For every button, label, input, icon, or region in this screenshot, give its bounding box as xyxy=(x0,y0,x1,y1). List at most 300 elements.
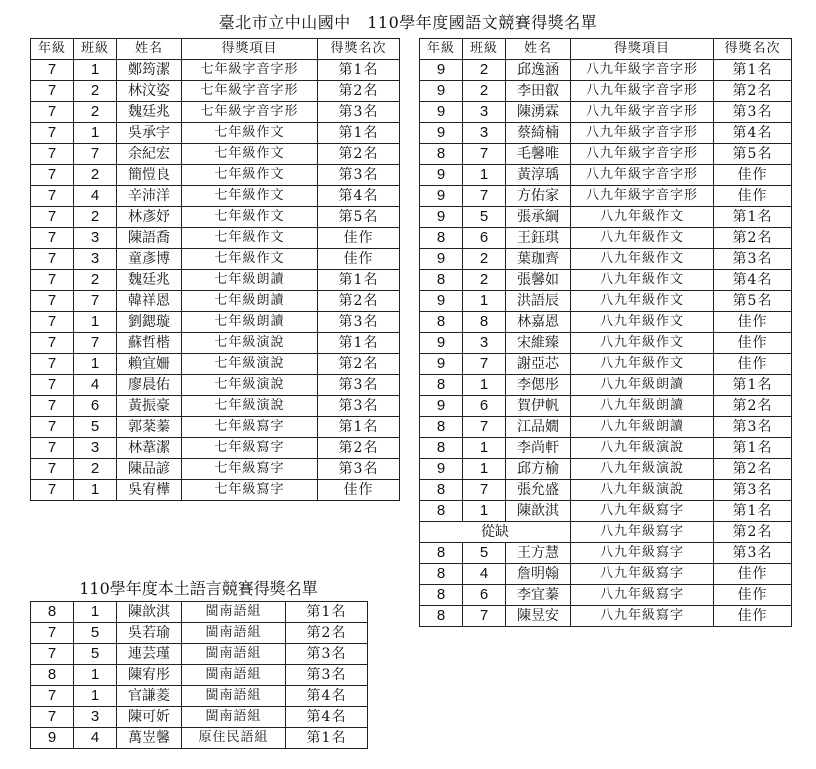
grade-cell: 7 xyxy=(31,480,74,501)
table-row xyxy=(31,249,400,270)
name-cell: 邱方榆 xyxy=(506,459,571,480)
class-cell: 3 xyxy=(463,102,506,123)
name-cell: 王鈺琪 xyxy=(506,228,571,249)
table-body xyxy=(420,543,792,627)
grade-cell: 7 xyxy=(31,81,74,102)
class-cell: 1 xyxy=(74,123,117,144)
item-cell: 八九年級字音字形 xyxy=(571,123,714,144)
table-row xyxy=(31,123,400,144)
name-cell: 林嘉恩 xyxy=(506,312,571,333)
grade-cell: 8 xyxy=(420,606,463,627)
grade-cell: 7 xyxy=(31,623,74,644)
table-row xyxy=(420,438,792,459)
rank-cell: 第2名 xyxy=(318,354,400,375)
class-cell: 6 xyxy=(463,228,506,249)
name-cell: 韓祥恩 xyxy=(117,291,182,312)
item-cell: 七年級演說 xyxy=(182,375,318,396)
name-cell: 陳歆淇 xyxy=(117,602,182,623)
name-cell: 林汶姿 xyxy=(117,81,182,102)
grade-cell: 9 xyxy=(420,396,463,417)
name-cell: 黃振豪 xyxy=(117,396,182,417)
item-cell: 七年級字音字形 xyxy=(182,81,318,102)
item-cell: 閩南語組 xyxy=(182,665,286,686)
table-row xyxy=(420,60,792,81)
table-row xyxy=(420,81,792,102)
rank-cell: 第2名 xyxy=(714,228,792,249)
item-cell: 八九年級寫字 xyxy=(571,606,714,627)
table-row xyxy=(31,333,400,354)
class-cell: 4 xyxy=(463,564,506,585)
rank-cell: 第5名 xyxy=(318,207,400,228)
rank-cell: 第4名 xyxy=(286,686,368,707)
table-body xyxy=(420,60,792,522)
item-cell: 八九年級寫字 xyxy=(571,564,714,585)
grade-cell: 7 xyxy=(31,707,74,728)
table-row xyxy=(31,375,400,396)
rank-cell: 佳作 xyxy=(714,606,792,627)
name-cell: 官謙菱 xyxy=(117,686,182,707)
table-row xyxy=(420,501,792,522)
name-cell: 林葦潔 xyxy=(117,438,182,459)
rank-cell: 第3名 xyxy=(318,165,400,186)
table-row xyxy=(420,312,792,333)
table-row xyxy=(31,396,400,417)
class-cell: 3 xyxy=(463,123,506,144)
grade-cell: 7 xyxy=(31,102,74,123)
rank-cell: 第3名 xyxy=(714,249,792,270)
rank-cell: 佳作 xyxy=(714,585,792,606)
rank-cell: 第3名 xyxy=(318,312,400,333)
grade-cell: 7 xyxy=(31,123,74,144)
grade-cell: 7 xyxy=(31,686,74,707)
rank-cell: 第1名 xyxy=(318,333,400,354)
rank-cell: 第1名 xyxy=(286,728,368,749)
grade-cell: 8 xyxy=(420,144,463,165)
name-cell: 萬岦馨 xyxy=(117,728,182,749)
class-cell: 2 xyxy=(74,102,117,123)
name-cell: 林彥妤 xyxy=(117,207,182,228)
grade-cell: 7 xyxy=(31,333,74,354)
table-row xyxy=(420,102,792,123)
class-cell: 5 xyxy=(74,644,117,665)
name-cell: 洪語辰 xyxy=(506,291,571,312)
name-cell: 簡愷良 xyxy=(117,165,182,186)
header-row xyxy=(420,39,792,60)
class-cell: 7 xyxy=(74,144,117,165)
table-row xyxy=(420,291,792,312)
class-cell: 1 xyxy=(463,375,506,396)
rank-cell: 第3名 xyxy=(714,543,792,564)
item-cell: 閩南語組 xyxy=(182,623,286,644)
grade-cell: 7 xyxy=(31,312,74,333)
rank-cell: 第3名 xyxy=(714,102,792,123)
grade-cell: 7 xyxy=(31,644,74,665)
grade-cell: 7 xyxy=(31,375,74,396)
item-cell: 閩南語組 xyxy=(182,602,286,623)
item-cell: 七年級寫字 xyxy=(182,480,318,501)
grade-cell: 7 xyxy=(31,60,74,81)
table-row xyxy=(420,606,792,627)
name-cell: 李田叡 xyxy=(506,81,571,102)
item-cell: 七年級演說 xyxy=(182,354,318,375)
item-cell: 七年級寫字 xyxy=(182,459,318,480)
table-row xyxy=(31,270,400,291)
rank-cell: 第3名 xyxy=(286,665,368,686)
name-cell: 童彥博 xyxy=(117,249,182,270)
rank-cell: 第1名 xyxy=(318,123,400,144)
name-cell: 王方慧 xyxy=(506,543,571,564)
vacancy-section xyxy=(420,522,792,543)
grade-cell: 8 xyxy=(420,438,463,459)
class-cell: 4 xyxy=(74,728,117,749)
item-cell: 八九年級作文 xyxy=(571,249,714,270)
name-cell: 辛沛洋 xyxy=(117,186,182,207)
class-cell: 7 xyxy=(74,333,117,354)
name-cell: 陳歆淇 xyxy=(506,501,571,522)
grade-cell: 8 xyxy=(420,375,463,396)
class-cell: 3 xyxy=(74,228,117,249)
name-cell: 葉珈齊 xyxy=(506,249,571,270)
item-cell: 七年級作文 xyxy=(182,165,318,186)
item-cell: 七年級作文 xyxy=(182,249,318,270)
name-cell: 謝亞芯 xyxy=(506,354,571,375)
item-cell: 八九年級作文 xyxy=(571,207,714,228)
name-cell: 方佑家 xyxy=(506,186,571,207)
dialect-contest-table xyxy=(30,601,368,749)
table-row xyxy=(31,602,368,623)
item-cell: 七年級作文 xyxy=(182,228,318,249)
table-row xyxy=(31,312,400,333)
class-cell: 2 xyxy=(74,270,117,291)
name-cell: 陳可妡 xyxy=(117,707,182,728)
name-cell: 廖晨佑 xyxy=(117,375,182,396)
rank-cell: 第2名 xyxy=(714,459,792,480)
rank-header: 得獎名次 xyxy=(714,39,792,60)
item-cell: 閩南語組 xyxy=(182,707,286,728)
item-cell: 八九年級字音字形 xyxy=(571,165,714,186)
class-cell: 2 xyxy=(74,165,117,186)
table-row xyxy=(31,480,400,501)
class-cell: 1 xyxy=(74,480,117,501)
grade-cell: 7 xyxy=(31,249,74,270)
class-cell: 1 xyxy=(74,665,117,686)
class-cell: 2 xyxy=(74,459,117,480)
name-cell: 蔡綺楠 xyxy=(506,123,571,144)
class-cell: 1 xyxy=(74,60,117,81)
table-row xyxy=(31,186,400,207)
table-row xyxy=(31,644,368,665)
name-cell: 賴宜姍 xyxy=(117,354,182,375)
item-cell: 八九年級字音字形 xyxy=(571,102,714,123)
item-cell: 八九年級演說 xyxy=(571,438,714,459)
header-row xyxy=(31,39,400,60)
item-header: 得獎項目 xyxy=(182,39,318,60)
class-cell: 6 xyxy=(463,585,506,606)
class-cell: 1 xyxy=(74,602,117,623)
rank-cell: 第1名 xyxy=(714,207,792,228)
class-cell: 7 xyxy=(74,291,117,312)
table-row xyxy=(31,291,400,312)
class-cell: 5 xyxy=(463,543,506,564)
table-row xyxy=(420,585,792,606)
item-cell: 八九年級作文 xyxy=(571,228,714,249)
grade-cell: 7 xyxy=(31,396,74,417)
table-row xyxy=(31,623,368,644)
table-row xyxy=(420,270,792,291)
class-cell: 6 xyxy=(463,396,506,417)
grade-cell: 8 xyxy=(420,270,463,291)
grade-cell: 8 xyxy=(420,501,463,522)
grade-cell: 8 xyxy=(420,585,463,606)
grade-cell: 7 xyxy=(31,144,74,165)
rank-cell: 第2名 xyxy=(286,623,368,644)
page-title: 臺北市立中山國中 110學年度國語文競賽得獎名單 xyxy=(218,13,598,32)
table-row xyxy=(420,123,792,144)
grade-cell: 8 xyxy=(31,665,74,686)
rank-cell: 佳作 xyxy=(714,312,792,333)
table-row xyxy=(420,186,792,207)
name-cell: 陳語喬 xyxy=(117,228,182,249)
class-cell: 1 xyxy=(74,354,117,375)
table-row xyxy=(31,417,400,438)
name-cell: 陳昱安 xyxy=(506,606,571,627)
item-cell: 七年級作文 xyxy=(182,207,318,228)
name-cell: 郭棻蓁 xyxy=(117,417,182,438)
grade-cell: 9 xyxy=(420,459,463,480)
class-cell: 3 xyxy=(463,333,506,354)
rank-cell: 第5名 xyxy=(714,291,792,312)
rank-cell: 第1名 xyxy=(714,501,792,522)
rank-cell: 第2名 xyxy=(714,396,792,417)
class-header: 班級 xyxy=(74,39,117,60)
grade-cell: 8 xyxy=(420,312,463,333)
class-cell: 7 xyxy=(463,606,506,627)
class-cell: 8 xyxy=(463,312,506,333)
grade-cell: 7 xyxy=(31,228,74,249)
item-cell: 七年級寫字 xyxy=(182,438,318,459)
table-row xyxy=(420,417,792,438)
class-cell: 1 xyxy=(463,501,506,522)
grade-cell: 9 xyxy=(420,165,463,186)
vacancy-row xyxy=(420,522,792,543)
table-row xyxy=(31,459,400,480)
rank-cell: 第5名 xyxy=(714,144,792,165)
class-cell: 7 xyxy=(463,417,506,438)
item-cell: 七年級演說 xyxy=(182,396,318,417)
rank-cell: 第2名 xyxy=(714,522,792,543)
rank-cell: 佳作 xyxy=(714,354,792,375)
chinese-contest-table-grade89 xyxy=(419,38,792,627)
rank-cell: 第2名 xyxy=(318,438,400,459)
name-cell: 毛馨唯 xyxy=(506,144,571,165)
name-cell: 陳湧霖 xyxy=(506,102,571,123)
rank-cell: 佳作 xyxy=(318,228,400,249)
chinese-contest-table-grade7 xyxy=(30,38,400,501)
grade-cell: 7 xyxy=(31,438,74,459)
rank-cell: 第1名 xyxy=(318,60,400,81)
item-cell: 八九年級作文 xyxy=(571,333,714,354)
rank-cell: 第1名 xyxy=(286,602,368,623)
class-cell: 7 xyxy=(463,144,506,165)
item-cell: 七年級字音字形 xyxy=(182,102,318,123)
grade-cell: 8 xyxy=(420,480,463,501)
table-row xyxy=(31,686,368,707)
rank-cell: 第1名 xyxy=(714,60,792,81)
class-header: 班級 xyxy=(463,39,506,60)
grade-cell: 8 xyxy=(420,228,463,249)
rank-cell: 佳作 xyxy=(318,480,400,501)
grade-cell: 9 xyxy=(31,728,74,749)
name-cell: 李尚軒 xyxy=(506,438,571,459)
grade-cell: 7 xyxy=(31,207,74,228)
item-cell: 七年級朗讀 xyxy=(182,270,318,291)
class-cell: 4 xyxy=(74,186,117,207)
name-cell: 江品嫺 xyxy=(506,417,571,438)
grade-cell: 9 xyxy=(420,333,463,354)
grade-cell: 7 xyxy=(31,291,74,312)
grade-cell: 9 xyxy=(420,123,463,144)
class-cell: 2 xyxy=(463,81,506,102)
name-cell: 余紀宏 xyxy=(117,144,182,165)
class-cell: 4 xyxy=(74,375,117,396)
item-cell: 七年級作文 xyxy=(182,123,318,144)
name-cell: 陳品諺 xyxy=(117,459,182,480)
rank-cell: 第2名 xyxy=(318,144,400,165)
item-cell: 七年級寫字 xyxy=(182,417,318,438)
rank-cell: 第4名 xyxy=(714,270,792,291)
grade-cell: 9 xyxy=(420,186,463,207)
item-cell: 七年級作文 xyxy=(182,144,318,165)
item-cell: 八九年級字音字形 xyxy=(571,144,714,165)
table-body xyxy=(31,60,400,501)
class-cell: 3 xyxy=(74,438,117,459)
item-cell: 閩南語組 xyxy=(182,686,286,707)
table-row xyxy=(31,207,400,228)
name-cell: 蘇哲楷 xyxy=(117,333,182,354)
grade-cell: 9 xyxy=(420,102,463,123)
item-cell: 八九年級演說 xyxy=(571,459,714,480)
item-cell: 七年級作文 xyxy=(182,186,318,207)
table-row xyxy=(31,707,368,728)
class-cell: 7 xyxy=(463,186,506,207)
name-cell: 黃淳瑀 xyxy=(506,165,571,186)
name-cell: 鄭筠潔 xyxy=(117,60,182,81)
grade-header: 年級 xyxy=(31,39,74,60)
item-cell: 八九年級寫字 xyxy=(571,585,714,606)
rank-cell: 第3名 xyxy=(318,375,400,396)
table-row xyxy=(420,396,792,417)
grade-cell: 8 xyxy=(420,417,463,438)
rank-header: 得獎名次 xyxy=(318,39,400,60)
class-cell: 1 xyxy=(463,459,506,480)
grade-cell: 9 xyxy=(420,249,463,270)
rank-cell: 第3名 xyxy=(714,480,792,501)
table-row xyxy=(31,81,400,102)
grade-cell: 9 xyxy=(420,207,463,228)
name-cell: 張馨如 xyxy=(506,270,571,291)
name-cell: 張允盛 xyxy=(506,480,571,501)
grade-cell: 8 xyxy=(420,564,463,585)
name-cell: 李偲彤 xyxy=(506,375,571,396)
rank-cell: 第2名 xyxy=(318,291,400,312)
rank-cell: 第1名 xyxy=(318,417,400,438)
rank-cell: 第3名 xyxy=(318,459,400,480)
rank-cell: 第2名 xyxy=(318,81,400,102)
item-cell: 七年級字音字形 xyxy=(182,60,318,81)
table-row xyxy=(31,438,400,459)
table-row xyxy=(31,165,400,186)
name-cell: 詹明翰 xyxy=(506,564,571,585)
class-cell: 2 xyxy=(74,207,117,228)
item-cell: 八九年級字音字形 xyxy=(571,60,714,81)
grade-cell: 7 xyxy=(31,270,74,291)
item-cell: 八九年級寫字 xyxy=(571,501,714,522)
rank-cell: 第3名 xyxy=(714,417,792,438)
table-row xyxy=(420,354,792,375)
rank-cell: 佳作 xyxy=(714,186,792,207)
table-row xyxy=(420,228,792,249)
table-row xyxy=(31,665,368,686)
name-cell: 劉鍶璇 xyxy=(117,312,182,333)
table-row xyxy=(31,60,400,81)
class-cell: 5 xyxy=(463,207,506,228)
class-cell: 1 xyxy=(74,686,117,707)
class-cell: 1 xyxy=(74,312,117,333)
class-cell: 1 xyxy=(463,438,506,459)
grade-cell: 9 xyxy=(420,60,463,81)
name-header: 姓名 xyxy=(117,39,182,60)
rank-cell: 第4名 xyxy=(714,123,792,144)
grade-cell: 8 xyxy=(31,602,74,623)
grade-cell: 7 xyxy=(31,165,74,186)
class-cell: 3 xyxy=(74,707,117,728)
grade-header: 年級 xyxy=(420,39,463,60)
table-row xyxy=(420,543,792,564)
table-row xyxy=(31,228,400,249)
rank-cell: 第1名 xyxy=(318,270,400,291)
table-row xyxy=(420,375,792,396)
table-row xyxy=(31,728,368,749)
table-row xyxy=(420,207,792,228)
name-cell: 吳承宇 xyxy=(117,123,182,144)
name-cell: 張承綱 xyxy=(506,207,571,228)
grade-cell: 9 xyxy=(420,291,463,312)
item-header: 得獎項目 xyxy=(571,39,714,60)
name-cell: 賀伊帆 xyxy=(506,396,571,417)
rank-cell: 佳作 xyxy=(714,564,792,585)
grade-cell: 9 xyxy=(420,354,463,375)
item-cell: 原住民語組 xyxy=(182,728,286,749)
rank-cell: 第2名 xyxy=(714,81,792,102)
item-cell: 七年級演說 xyxy=(182,333,318,354)
rank-cell: 佳作 xyxy=(714,165,792,186)
class-cell: 5 xyxy=(74,417,117,438)
dialect-title: 110學年度本土語言競賽得獎名單 xyxy=(79,579,318,598)
table-row xyxy=(31,354,400,375)
class-cell: 1 xyxy=(463,165,506,186)
item-cell: 八九年級朗讀 xyxy=(571,417,714,438)
name-cell: 連芸瑾 xyxy=(117,644,182,665)
item-cell: 八九年級作文 xyxy=(571,312,714,333)
rank-cell: 佳作 xyxy=(714,333,792,354)
item-cell: 八九年級朗讀 xyxy=(571,375,714,396)
name-cell: 李宜蓁 xyxy=(506,585,571,606)
class-cell: 2 xyxy=(463,249,506,270)
name-cell: 邱逸涵 xyxy=(506,60,571,81)
class-cell: 7 xyxy=(463,480,506,501)
grade-cell: 7 xyxy=(31,186,74,207)
item-cell: 八九年級作文 xyxy=(571,291,714,312)
